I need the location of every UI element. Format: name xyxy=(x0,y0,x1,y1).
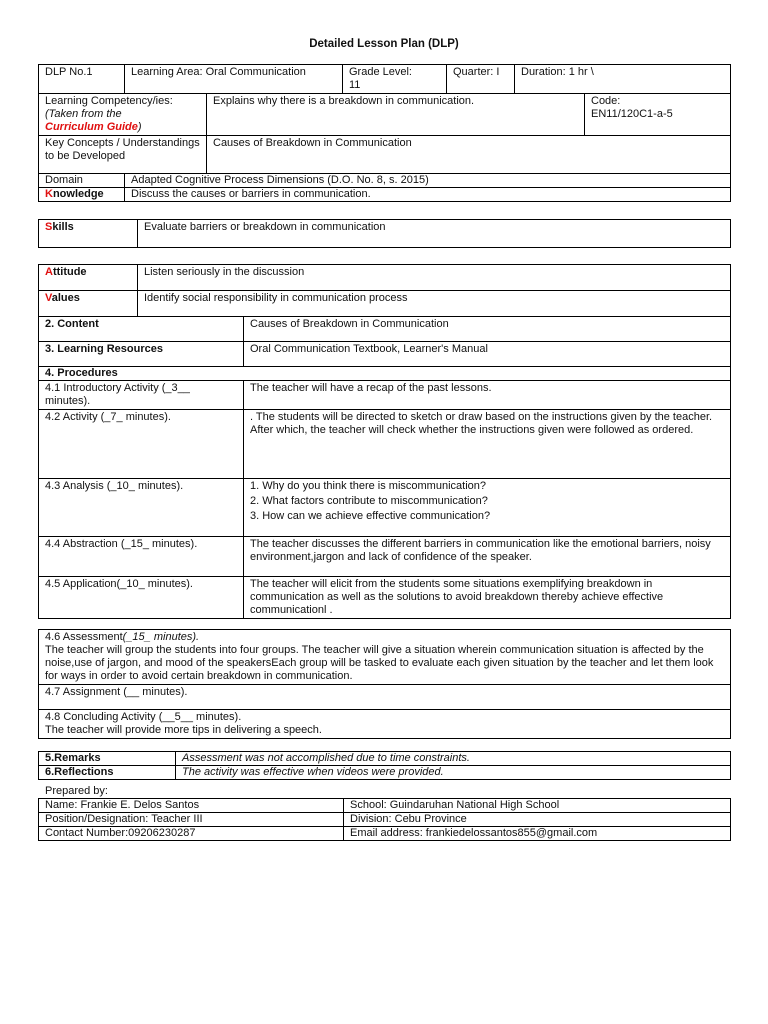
preparer-contact: Contact Number:09206230287 xyxy=(39,826,344,840)
code-value: EN11/120C1-a-5 xyxy=(591,107,673,120)
concluding-value: The teacher will provide more tips in delivering a speech. xyxy=(45,723,322,736)
quarter: Quarter: I xyxy=(447,65,515,94)
competency-label: Learning Competency/ies: xyxy=(45,94,173,107)
concluding-label: 4.8 Concluding Activity (__5__ minutes). xyxy=(45,710,242,723)
values-value: Identify social responsibility in communication process xyxy=(138,291,731,317)
assessment-table xyxy=(38,629,731,739)
grade-level xyxy=(343,65,447,94)
attitude-label xyxy=(39,265,138,291)
activity-label: 4.2 Activity (_7_ minutes). xyxy=(39,409,244,478)
assessment-label: 4.6 Assessment xyxy=(45,631,123,643)
code-cell xyxy=(585,93,731,135)
resources-value: Oral Communication Textbook, Learner's Manual xyxy=(244,342,731,367)
domain-label: Domain xyxy=(39,173,125,187)
attitude-initial: A xyxy=(45,266,53,278)
competency-close: ) xyxy=(137,120,142,133)
attitude-value: Listen seriously in the discussion xyxy=(138,265,731,291)
curriculum-guide: Curriculum Guide xyxy=(45,120,138,133)
header-table xyxy=(38,64,731,202)
procedures-table xyxy=(38,264,731,619)
preparer-school: School: Guindaruhan National High School xyxy=(344,799,731,813)
page-title: Detailed Lesson Plan (DLP) xyxy=(309,38,459,50)
analysis-label: 4.3 Analysis (_10_ minutes). xyxy=(39,478,244,536)
prepared-by-label: Prepared by: xyxy=(45,785,108,797)
reflections-value: The activity was effective when videos were provided. xyxy=(176,765,731,779)
learning-area: Learning Area: Oral Communication xyxy=(125,65,343,94)
content-label: 2. Content xyxy=(39,317,244,342)
values-rest: alues xyxy=(51,292,80,304)
preparer-name: Name: Frankie E. Delos Santos xyxy=(39,799,344,813)
analysis-question-2: 2. What factors contribute to miscommunication? xyxy=(250,494,488,507)
competency-value: Explains why there is a breakdown in communication. xyxy=(207,93,585,135)
skills-rest: kills xyxy=(52,221,74,233)
preparer-division: Division: Cebu Province xyxy=(344,812,731,826)
activity-value: . The students will be directed to sketch or draw based on the instructions given by the teacher. After which, the teacher will check whether the instructions given were followed as ordered. xyxy=(244,409,731,478)
procedures-label: 4. Procedures xyxy=(39,367,731,381)
resources-label: 3. Learning Resources xyxy=(39,342,244,367)
assignment: 4.7 Assignment (__ minutes). xyxy=(39,684,731,709)
values-initial: V xyxy=(45,292,52,304)
prepared-table xyxy=(38,798,731,841)
reflections-label: 6.Reflections xyxy=(39,765,176,779)
application-value: The teacher will elicit from the students some situations exemplifying breakdown in communication as well as the solutions to avoid breakdown thereby achieve effective communicationl . xyxy=(244,576,731,618)
intro-value: The teacher will have a recap of the past lessons. xyxy=(244,380,731,409)
abstraction-value: The teacher discusses the different barriers in communication like the emotional barriers, noisy environment,jargon and lack of confidence of the speaker. xyxy=(244,536,731,576)
domain-value: Adapted Cognitive Process Dimensions (D.O. No. 8, s. 2015) xyxy=(125,173,731,187)
assessment-value: The teacher will group the students into four groups. The teacher will give a situation wherein communication situation is affected by the noise,use of jargon, and mood of the speakersEach group will be tasked to evaluate each given situation by the teacher and let them look for ways in order to avoid certain breakdown in communication. xyxy=(45,643,714,682)
assessment-minutes: (_15_ minutes). xyxy=(122,631,200,643)
attitude-rest: ttitude xyxy=(52,266,87,278)
analysis-question-3: 3. How can we achieve effective communication? xyxy=(250,509,491,522)
grade-level-value: 11 xyxy=(349,78,361,91)
dlp-number: DLP No.1 xyxy=(39,65,125,94)
competency-sub: (Taken from the xyxy=(45,107,122,120)
intro-label: 4.1 Introductory Activity (_3__ minutes). xyxy=(39,380,244,409)
key-concepts-value: Causes of Breakdown in Communication xyxy=(207,135,731,173)
key-concepts-label: Key Concepts / Understandings to be Developed xyxy=(39,135,207,173)
grade-level-label: Grade Level: xyxy=(349,66,412,78)
duration: Duration: 1 hr \ xyxy=(515,65,731,94)
skills-value: Evaluate barriers or breakdown in communication xyxy=(138,220,731,248)
skills-label xyxy=(39,220,138,248)
skills-table xyxy=(38,219,731,248)
content-value: Causes of Breakdown in Communication xyxy=(244,317,731,342)
knowledge-label xyxy=(39,187,125,201)
knowledge-value: Discuss the causes or barriers in communication. xyxy=(125,187,731,201)
values-label xyxy=(39,291,138,317)
application-label: 4.5 Application(_10_ minutes). xyxy=(39,576,244,618)
skills-initial: S xyxy=(45,221,53,233)
knowledge-initial: K xyxy=(45,187,53,200)
preparer-position: Position/Designation: Teacher III xyxy=(39,812,344,826)
competency-label-cell xyxy=(39,93,207,135)
analysis-questions xyxy=(244,478,731,536)
remarks-value: Assessment was not accomplished due to time constraints. xyxy=(176,752,731,766)
analysis-question-1: 1. Why do you think there is miscommunication? xyxy=(250,479,486,492)
code-label: Code: xyxy=(591,94,621,107)
abstraction-label: 4.4 Abstraction (_15_ minutes). xyxy=(39,536,244,576)
remarks-label: 5.Remarks xyxy=(39,752,176,766)
assessment-cell xyxy=(39,630,731,685)
preparer-email: Email address: frankiedelossantos855@gmail.com xyxy=(344,826,731,840)
remarks-table xyxy=(38,751,731,780)
concluding-cell xyxy=(39,709,731,738)
knowledge-rest: nowledge xyxy=(52,187,104,200)
